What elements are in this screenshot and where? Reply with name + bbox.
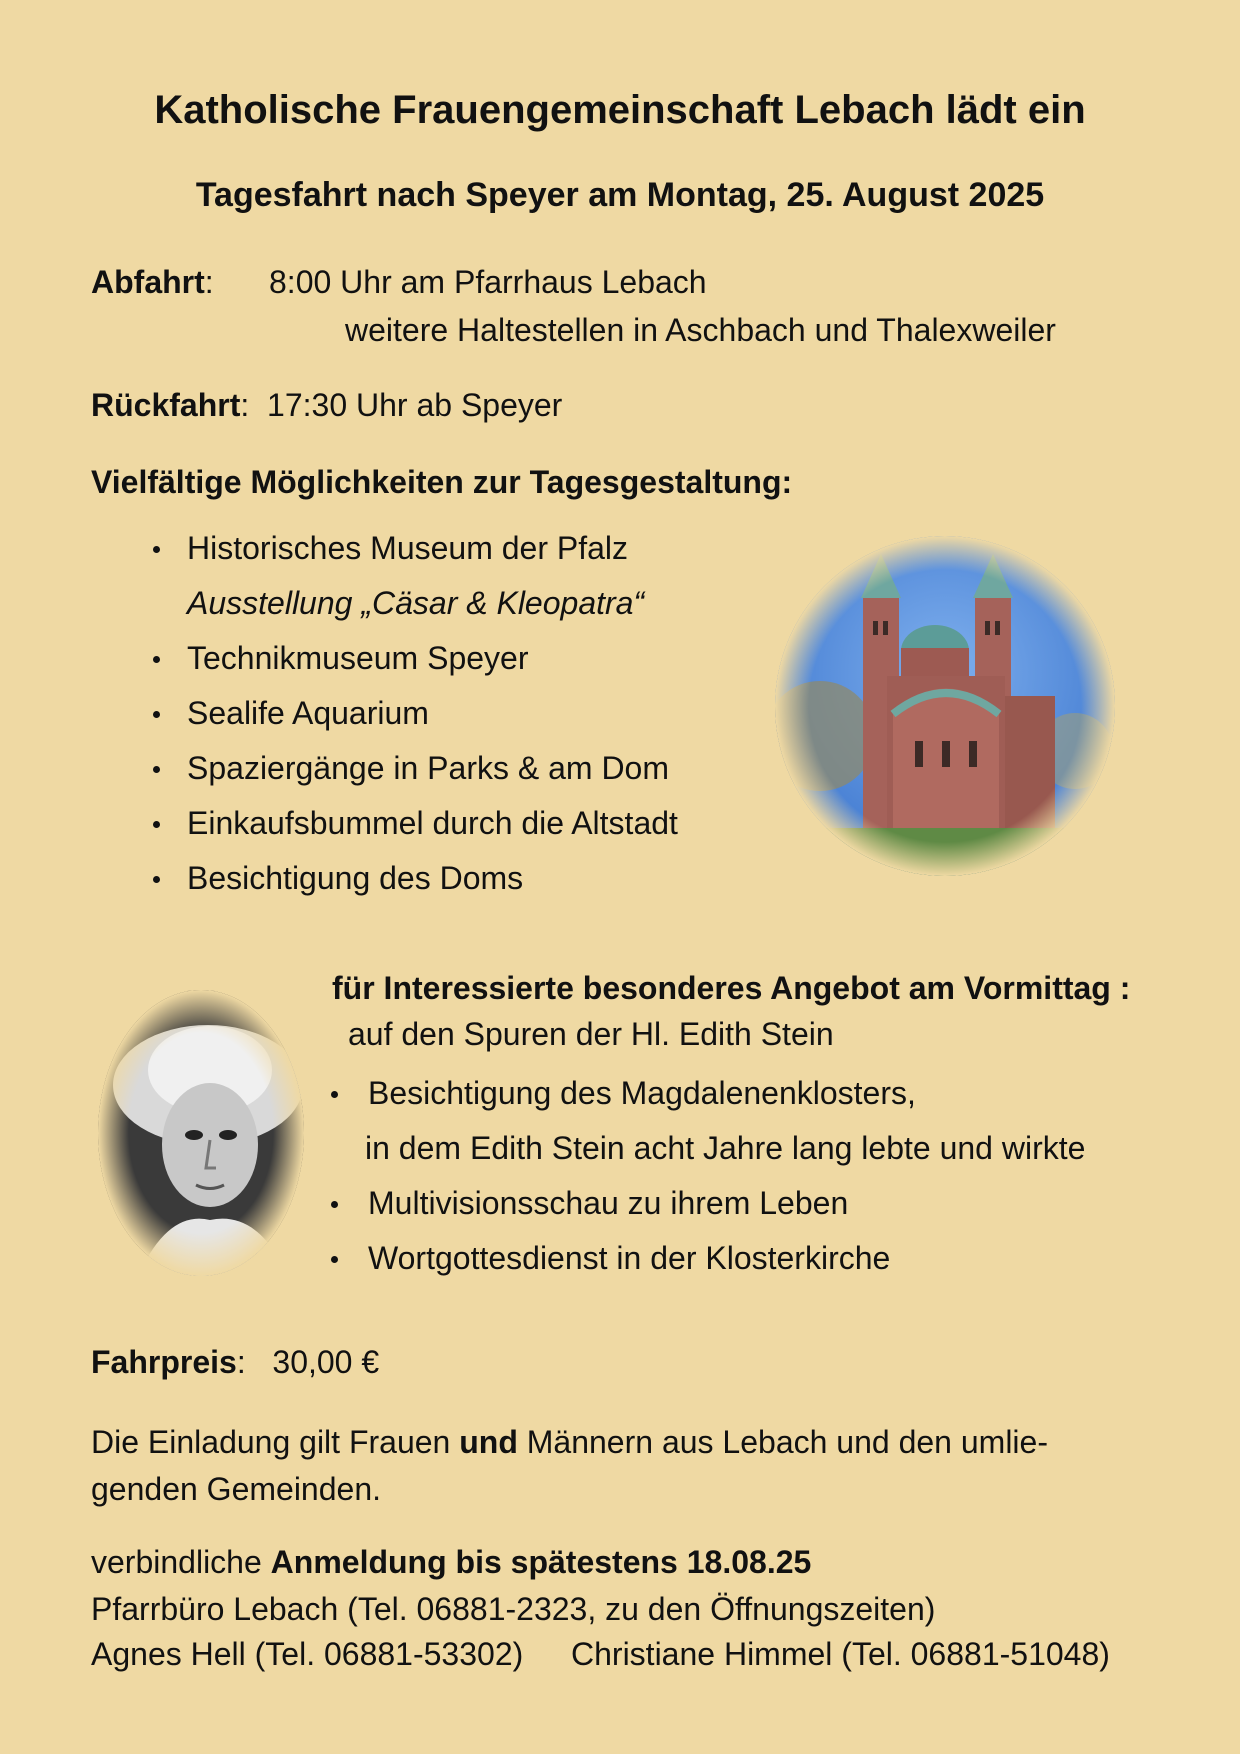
- registration-deadline-bold: Anmeldung bis spätestens 18.08.25: [270, 1544, 812, 1580]
- bullet-icon: [153, 711, 160, 718]
- registration-contact-2: Christiane Himmel (Tel. 06881-51048): [571, 1636, 1110, 1672]
- bullet-icon: [331, 1091, 338, 1098]
- special-subheading: auf den Spuren der Hl. Edith Stein: [348, 1016, 834, 1052]
- special-heading: für Interessierte besonderes Angebot am Vormittag :: [332, 970, 1131, 1006]
- bullet-icon: [153, 876, 160, 883]
- cathedral-illustration: [775, 536, 1115, 876]
- return-row: Rückfahrt: 17:30 Uhr ab Speyer: [91, 387, 563, 423]
- registration-office: Pfarrbüro Lebach (Tel. 06881-2323, zu den Öffnungszeiten): [91, 1591, 936, 1627]
- flyer-title: Katholische Frauengemeinschaft Lebach lädt ein: [154, 88, 1086, 132]
- invitation-line-2: genden Gemeinden.: [91, 1471, 381, 1507]
- invitation-emphasis: und: [459, 1424, 518, 1460]
- bullet-icon: [331, 1201, 338, 1208]
- bullet-icon: [153, 766, 160, 773]
- flyer-page: Katholische Frauengemeinschaft Lebach lädt ein Tagesfahrt nach Speyer am Montag, 25. August 2025 Abfahrt: 8:00 Uhr am Pfarrhaus Lebach weitere Haltestellen in Aschbach und Thalexweiler Rückfahrt: 17:30 Uhr ab Speyer Vielfältige Möglichkeiten zur Tagesgestaltung: Historisches Museum der Pfalz Ausstellung „Cäsar & Kleopatra“ Technikmuseum Speyer Sealife Aquarium Spaziergänge in Parks & am Dom Einkaufsbummel durch die Altstadt Besichtigung des Doms für Interessierte besonderes Angebot am Vormittag : auf den Spuren der Hl. Edith Stein Besichtigung des Magdalenenklosters, in dem Edith Stein acht Jahre lang lebte und wirkte Multivisionsschau zu ihrem Leben Wortgottesdienst in der Klosterkirche Fahrpreis: 30,00 € Die Einladung gilt Frauen und Männern aus Lebach und den umlie- genden Gemeinden. verbindliche Anmeldung bis spätestens 18.08.25 Pfarrbüro Lebach (Tel. 06881-2323, zu den Öffnungszeiten) Agnes Hell (Tel. 06881-53302) Christiane Himmel (Tel. 06881-51048): [0, 0, 1240, 1754]
- price-label: Fahrpreis: [91, 1344, 237, 1380]
- flyer-subtitle: Tagesfahrt nach Speyer am Montag, 25. August 2025: [195, 176, 1045, 214]
- bullet-icon: [331, 1256, 338, 1263]
- registration-contact-1: Agnes Hell (Tel. 06881-53302): [91, 1636, 524, 1672]
- departure-label: Abfahrt: [91, 264, 205, 300]
- return-label: Rückfahrt: [91, 387, 241, 423]
- bullet-icon: [153, 546, 160, 553]
- portrait-illustration: [98, 990, 304, 1276]
- departure-row: Abfahrt:: [91, 264, 214, 300]
- return-value: 17:30 Uhr ab Speyer: [267, 387, 563, 423]
- options-heading: Vielfältige Möglichkeiten zur Tagesgestaltung:: [91, 464, 793, 500]
- registration-deadline: verbindliche Anmeldung bis spätestens 18.08.25: [91, 1544, 812, 1580]
- price-row: Fahrpreis: 30,00 €: [91, 1344, 380, 1380]
- speyer-cathedral-photo: [775, 536, 1115, 876]
- invitation-line-1: Die Einladung gilt Frauen und Männern aus Lebach und den umlie-: [91, 1424, 1048, 1460]
- departure-time: 8:00 Uhr am Pfarrhaus Lebach: [269, 264, 707, 300]
- edith-stein-portrait: [98, 990, 304, 1276]
- bullet-icon: [153, 821, 160, 828]
- bullet-icon: [153, 656, 160, 663]
- price-value: 30,00 €: [272, 1344, 380, 1380]
- departure-stops: weitere Haltestellen in Aschbach und Thalexweiler: [345, 312, 1056, 348]
